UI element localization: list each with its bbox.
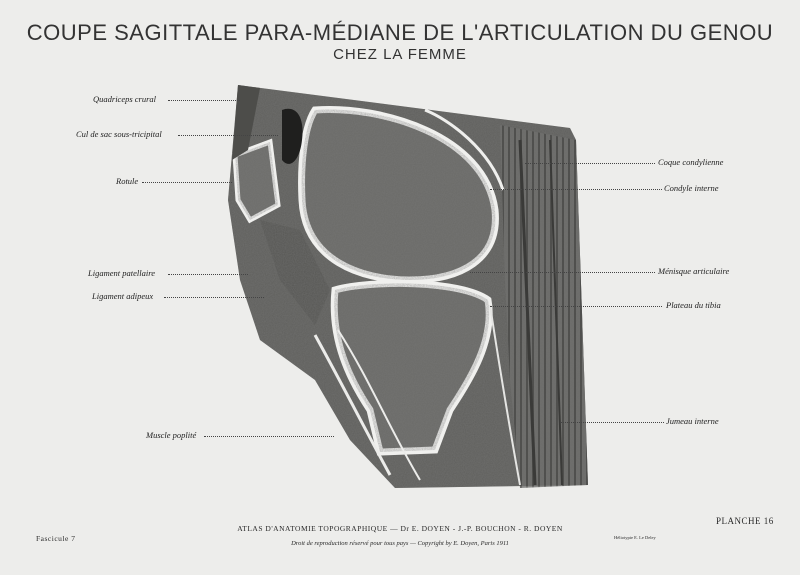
label-ligament-patellaire: Ligament patellaire: [88, 268, 155, 278]
planche-number: PLANCHE 16: [716, 516, 774, 526]
page-title: COUPE SAGITTALE PARA-MÉDIANE DE L'ARTICULATION DU GENOU: [26, 20, 774, 45]
leader-line: [168, 100, 240, 101]
leader-line: [168, 274, 248, 275]
printer-credit: Héliotypie E. Le Deley: [614, 535, 656, 540]
knee-section-illustration: [220, 80, 595, 490]
label-cul-de-sac: Cul de sac sous-tricipital: [76, 129, 162, 139]
label-ligament-adipeux: Ligament adipeux: [92, 291, 154, 301]
leader-line: [470, 272, 655, 273]
leader-line: [560, 422, 664, 423]
fascicule-label: Fascicule 7: [36, 534, 76, 543]
leader-line: [525, 163, 655, 164]
leader-line: [490, 189, 662, 190]
copyright-note: Droit de reproduction réservé pour tous pays — Copyright by E. Doyen, Paris 1911: [291, 540, 509, 547]
label-plateau-du-tibia: Plateau du tibia: [666, 300, 721, 310]
label-jumeau-interne: Jumeau interne: [666, 416, 719, 426]
label-condyle-interne: Condyle interne: [664, 183, 719, 193]
atlas-credit: ATLAS D'ANATOMIE TOPOGRAPHIQUE — Dr E. DOYEN - J.-P. BOUCHON - R. DOYEN: [237, 524, 563, 533]
label-quadriceps-crural: Quadriceps crural: [93, 94, 157, 104]
leader-line: [204, 436, 334, 437]
label-menisque-articulaire: Ménisque articulaire: [658, 266, 730, 276]
label-rotule: Rotule: [116, 176, 139, 186]
leader-line: [142, 182, 232, 183]
label-muscle-poplite: Muscle poplité: [146, 430, 197, 440]
leader-line: [164, 297, 264, 298]
label-coque-condylienne: Coque condylienne: [658, 157, 724, 167]
leader-line: [490, 306, 662, 307]
leader-line: [178, 135, 278, 136]
page-subtitle: CHEZ LA FEMME: [333, 46, 467, 63]
